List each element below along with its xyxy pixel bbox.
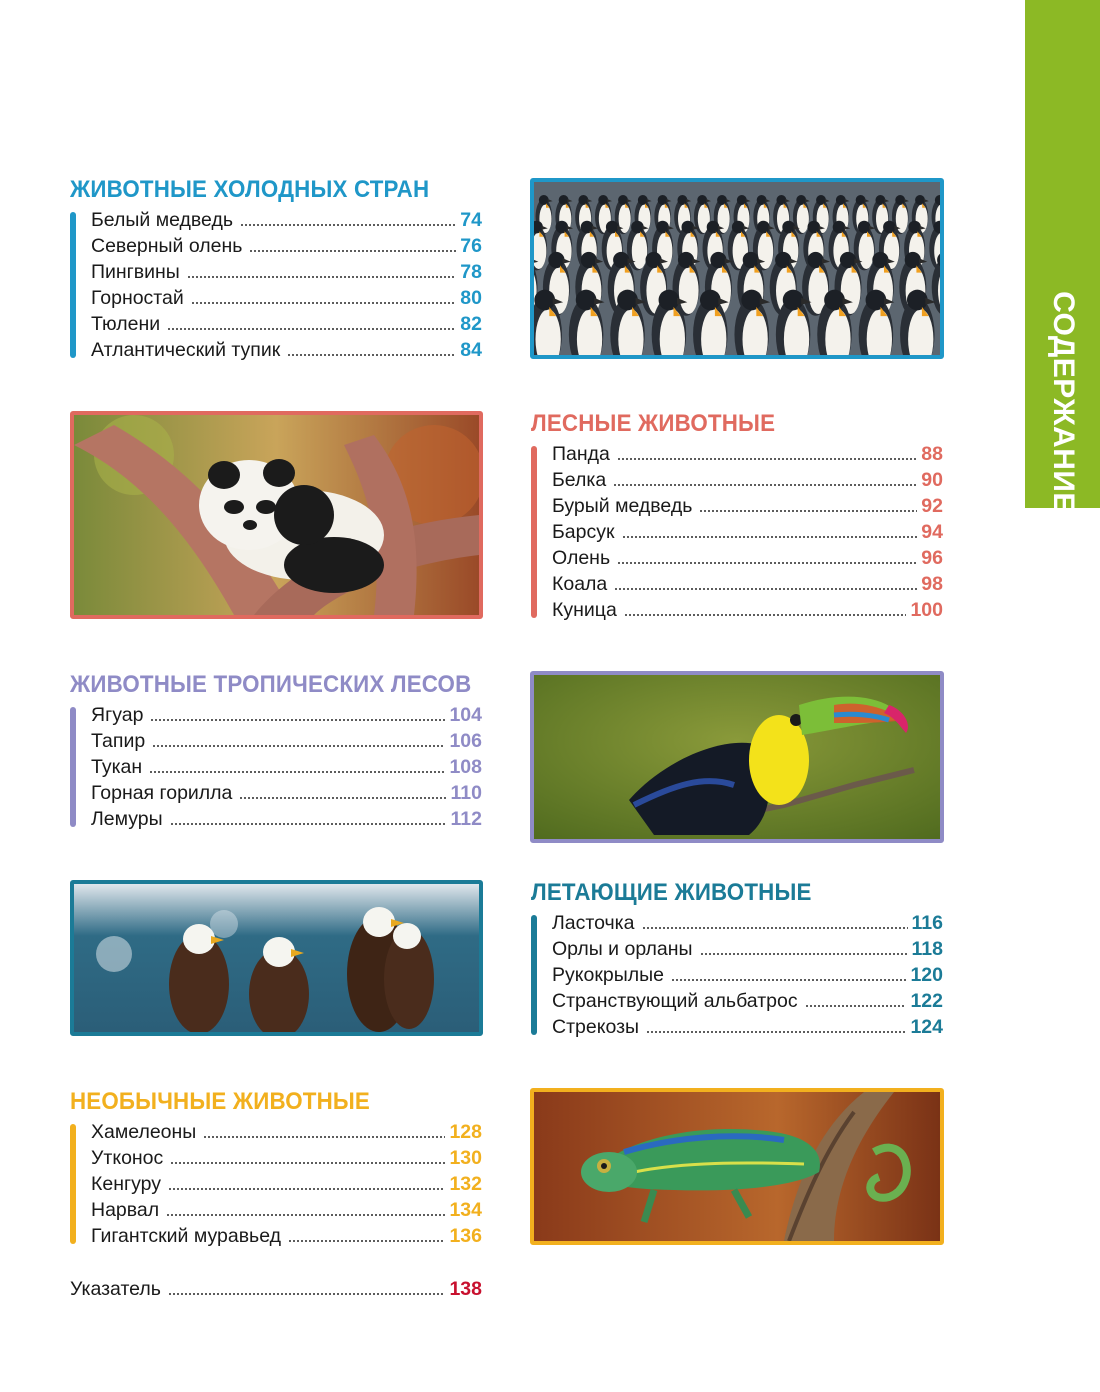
toc-entry[interactable] [91, 702, 482, 728]
leader-dots [167, 327, 456, 331]
entry-page-number: 132 [449, 1173, 482, 1195]
leader-dots [150, 718, 445, 722]
toc-entry[interactable] [552, 597, 943, 623]
entry-name: Хамелеоны [91, 1121, 197, 1143]
leader-dots [622, 535, 918, 539]
section-accent-bar [70, 707, 76, 827]
toc-entry[interactable] [552, 467, 943, 493]
entry-page-number: 136 [449, 1225, 482, 1247]
entry-page-number: 104 [449, 704, 482, 726]
section-entry-list [70, 702, 482, 832]
entry-name: Орлы и орланы [552, 938, 693, 960]
entry-name: Стрекозы [552, 1016, 640, 1038]
leader-dots [239, 796, 446, 800]
toc-entry[interactable] [91, 780, 482, 806]
index-entry[interactable] [70, 1276, 482, 1302]
section-title: ЖИВОТНЫЕ ХОЛОДНЫХ СТРАН [70, 176, 430, 203]
toc-entry[interactable] [552, 988, 943, 1014]
entry-name: Белка [552, 469, 607, 491]
entry-page-number: 138 [449, 1278, 482, 1300]
leader-dots [699, 509, 917, 513]
leader-dots [240, 223, 456, 227]
toc-entry[interactable] [91, 728, 482, 754]
entry-page-number: 112 [450, 808, 482, 830]
section-title: ЖИВОТНЫЕ ТРОПИЧЕСКИХ ЛЕСОВ [70, 671, 472, 698]
entry-name: Тапир [91, 730, 146, 752]
section-title: ЛЕСНЫЕ ЖИВОТНЫЕ [531, 410, 776, 437]
toc-entry[interactable] [91, 1197, 482, 1223]
entry-page-number: 96 [921, 547, 943, 569]
toc-entry[interactable] [91, 259, 482, 285]
entry-page-number: 74 [460, 209, 482, 231]
entry-page-number: 106 [449, 730, 482, 752]
toc-entry[interactable] [91, 233, 482, 259]
entry-name: Белый медведь [91, 209, 233, 231]
entry-name: Панда [552, 443, 610, 465]
leader-dots [187, 275, 456, 279]
entry-name: Горная горилла [91, 782, 233, 804]
chameleon-photo [530, 1088, 944, 1245]
entry-name: Ласточка [552, 912, 635, 934]
entry-name: Странствующий альбатрос [552, 990, 798, 1012]
leader-dots [168, 1292, 446, 1296]
entry-page-number: 130 [449, 1147, 482, 1169]
toc-entry[interactable] [91, 1119, 482, 1145]
leader-dots [700, 952, 908, 956]
entry-name: Барсук [552, 521, 615, 543]
toc-entry[interactable] [91, 311, 482, 337]
leader-dots [249, 249, 456, 253]
index-entry-row[interactable] [70, 1276, 482, 1302]
entry-page-number: 84 [460, 339, 482, 361]
section-accent-bar [70, 212, 76, 358]
panda-photo [70, 411, 483, 619]
entry-name: Гигантский муравьед [91, 1225, 282, 1247]
entry-name: Бурый медведь [552, 495, 693, 517]
section-accent-bar [531, 446, 537, 618]
leader-dots [203, 1135, 445, 1139]
toc-entry[interactable] [552, 910, 943, 936]
toc-entry[interactable] [91, 207, 482, 233]
entry-name: Тюлени [91, 313, 161, 335]
entry-page-number: 120 [910, 964, 943, 986]
leader-dots [191, 301, 457, 305]
entry-name: Северный олень [91, 235, 243, 257]
toc-entry[interactable] [552, 519, 943, 545]
toc-entry[interactable] [552, 571, 943, 597]
leader-dots [149, 770, 445, 774]
leader-dots [642, 926, 908, 930]
leader-dots [617, 561, 917, 565]
entry-name: Указатель [70, 1278, 161, 1300]
toucan-photo [530, 671, 944, 843]
leader-dots [287, 353, 456, 357]
toc-entry[interactable] [91, 1171, 482, 1197]
entry-page-number: 78 [460, 261, 482, 283]
entry-name: Тукан [91, 756, 143, 778]
entry-page-number: 100 [910, 599, 943, 621]
entry-page-number: 110 [450, 782, 482, 804]
section-cold-countries [70, 175, 482, 363]
section-entry-list [531, 910, 943, 1040]
toc-entry[interactable] [552, 936, 943, 962]
entry-page-number: 124 [910, 1016, 943, 1038]
toc-entry[interactable] [552, 962, 943, 988]
section-entry-list [70, 1119, 482, 1249]
eagles-photo [70, 880, 483, 1036]
entry-page-number: 98 [921, 573, 943, 595]
entry-page-number: 122 [910, 990, 943, 1012]
section-entry-list [70, 207, 482, 363]
leader-dots [671, 978, 906, 982]
entry-page-number: 90 [921, 469, 943, 491]
toc-entry[interactable] [552, 441, 943, 467]
entry-page-number: 118 [911, 938, 943, 960]
leader-dots [614, 587, 917, 591]
entry-page-number: 94 [921, 521, 943, 543]
entry-page-number: 80 [460, 287, 482, 309]
contents-side-tab [1025, 0, 1100, 513]
entry-name: Лемуры [91, 808, 163, 830]
section-title: НЕОБЫЧНЫЕ ЖИВОТНЫЕ [70, 1088, 370, 1115]
entry-name: Пингвины [91, 261, 180, 283]
toc-entry[interactable] [91, 1145, 482, 1171]
entry-page-number: 108 [449, 756, 482, 778]
entry-name: Атлантический тупик [91, 339, 281, 361]
leader-dots [613, 483, 917, 487]
contents-side-tab-label: СОДЕРЖАНИЕ [1046, 291, 1080, 513]
toc-entry[interactable] [552, 1014, 943, 1040]
section-unusual-animals [70, 1087, 482, 1249]
entry-page-number: 134 [449, 1199, 482, 1221]
entry-page-number: 82 [460, 313, 482, 335]
leader-dots [805, 1004, 907, 1008]
leader-dots [152, 744, 445, 748]
entry-page-number: 76 [460, 235, 482, 257]
penguins-photo [530, 178, 944, 359]
section-accent-bar [70, 1124, 76, 1244]
toc-entry[interactable] [552, 493, 943, 519]
toc-entry[interactable] [91, 337, 482, 363]
section-entry-list [531, 441, 943, 623]
section-forest-animals [531, 409, 943, 623]
leader-dots [166, 1213, 445, 1217]
entry-name: Коала [552, 573, 608, 595]
leader-dots [170, 822, 447, 826]
leader-dots [170, 1161, 445, 1165]
section-title: ЛЕТАЮЩИЕ ЖИВОТНЫЕ [531, 879, 812, 906]
leader-dots [646, 1030, 906, 1034]
entry-name: Рукокрылые [552, 964, 664, 986]
toc-entry[interactable] [91, 285, 482, 311]
section-accent-bar [531, 915, 537, 1035]
toc-entry[interactable] [91, 806, 482, 832]
entry-name: Нарвал [91, 1199, 160, 1221]
leader-dots [168, 1187, 445, 1191]
leader-dots [617, 457, 917, 461]
entry-page-number: 116 [911, 912, 943, 934]
entry-page-number: 92 [921, 495, 943, 517]
entry-name: Ягуар [91, 704, 144, 726]
leader-dots [624, 613, 907, 617]
entry-name: Утконос [91, 1147, 164, 1169]
section-flying-animals [531, 878, 943, 1040]
toc-entry[interactable] [91, 1223, 482, 1249]
entry-name: Олень [552, 547, 611, 569]
entry-name: Горностай [91, 287, 184, 309]
entry-name: Кенгуру [91, 1173, 161, 1195]
entry-page-number: 128 [449, 1121, 482, 1143]
toc-entry[interactable] [552, 545, 943, 571]
entry-name: Куница [552, 599, 617, 621]
toc-entry[interactable] [91, 754, 482, 780]
entry-page-number: 88 [921, 443, 943, 465]
section-tropical-forests [70, 670, 482, 832]
leader-dots [288, 1239, 445, 1243]
